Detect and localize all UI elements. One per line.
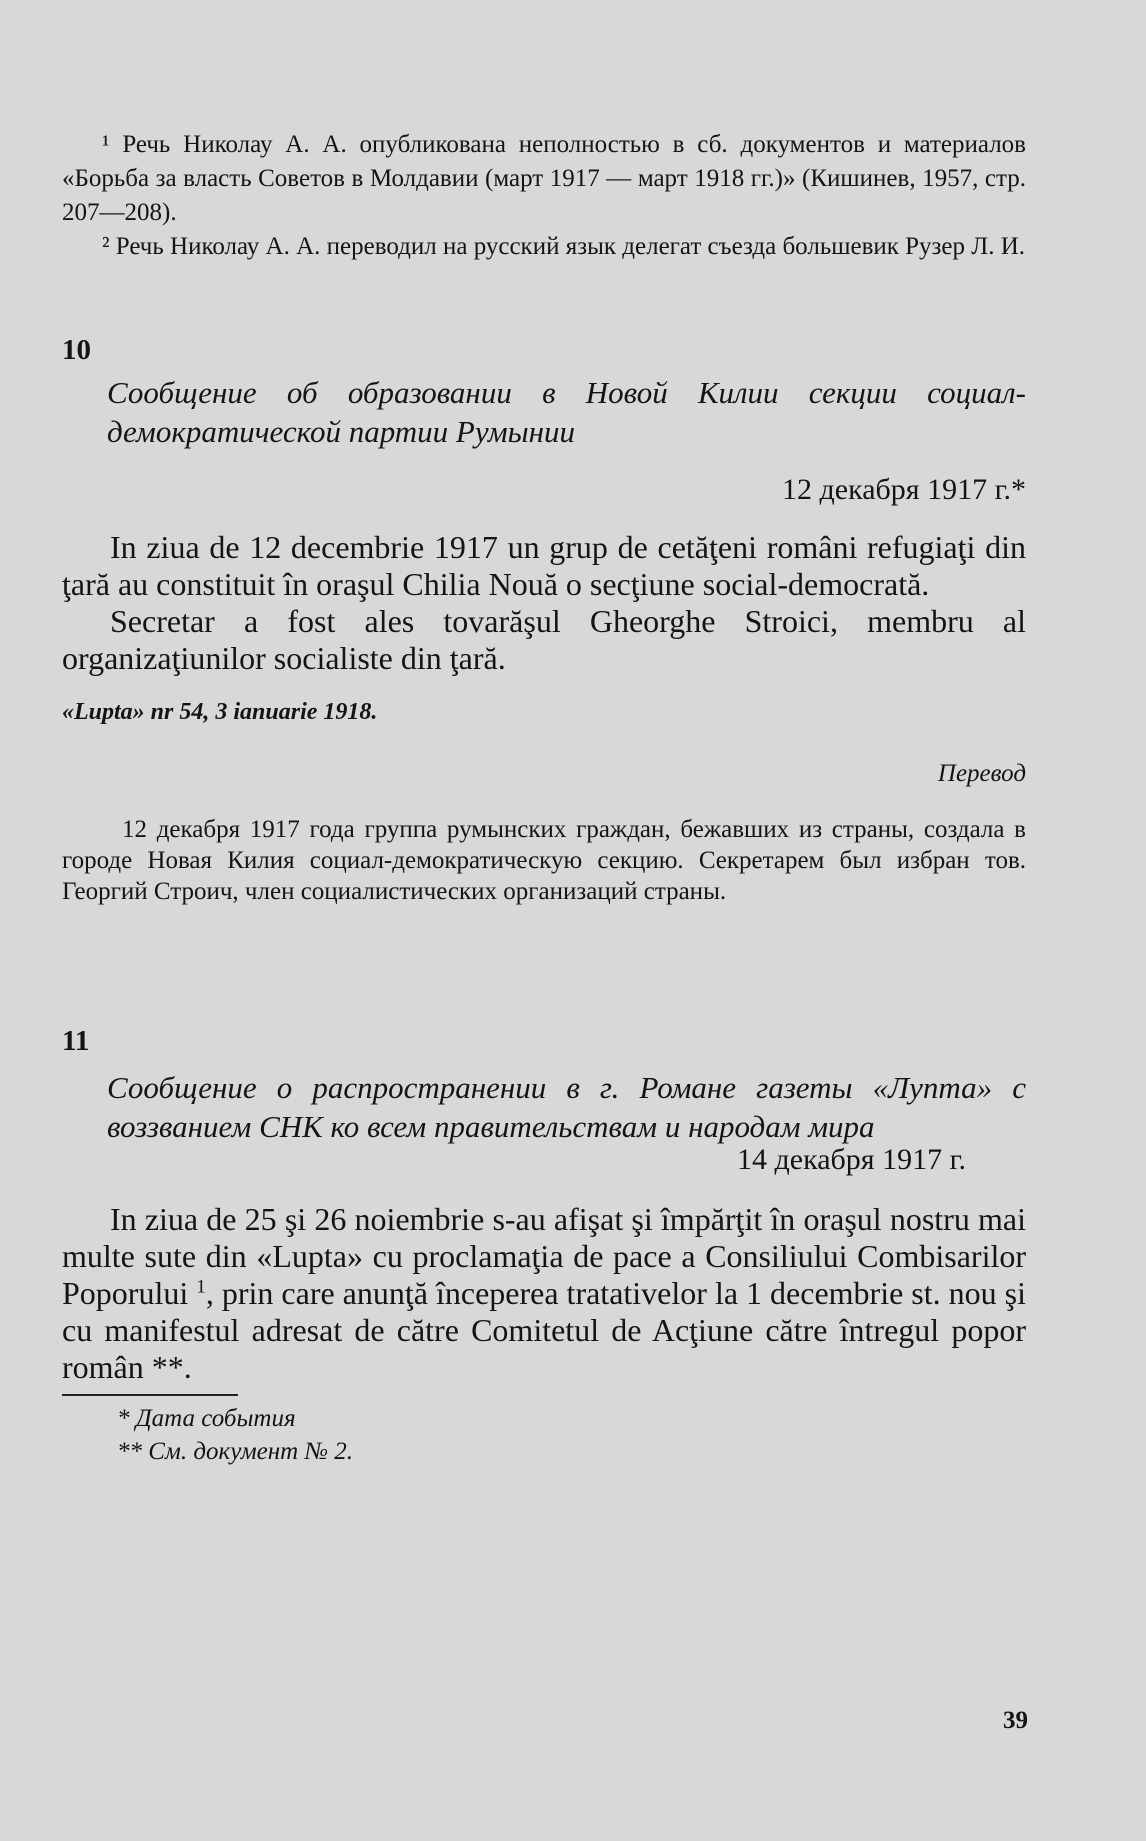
footnote-date: * Дата события [117, 1405, 296, 1432]
footnote-2: ² Речь Николау А. А. переводил на русский язык делегат съезда большевик Рузер Л. И. [102, 233, 1026, 260]
document-date-10: 12 декабря 1917 г.* [782, 473, 1026, 506]
translation-label: Перевод [937, 760, 1026, 787]
footnote-reference: ** См. документ № 2. [117, 1438, 354, 1465]
document-number-10: 10 [62, 334, 91, 366]
romanian-paragraph: Secretar a fost ales tovarăşul Gheorghe Stroici, membru al organizaţiunilor socialiste din ţară. [62, 603, 1026, 676]
paragraph-text: , prin care anunţă începerea tratativelor la 1 decembrie st. nou şi cu manifestul adresat de către Comitetul de Acţiune către întregul popor român **. [62, 1275, 1027, 1385]
document-number-11: 11 [62, 1025, 90, 1057]
top-footnotes [62, 128, 1026, 264]
page-number: 39 [1003, 1707, 1028, 1734]
document-title-10: Сообщение об образовании в Новой Килии секции социал-демократической партии Румынии [107, 375, 1026, 449]
document-title-11: Сообщение о распространении в г. Романе газеты «Лупта» с воззванием СНК ко всем правительствам и народам мира [107, 1070, 1026, 1144]
footnote-divider [62, 1394, 238, 1396]
footnote-marker: 1 [196, 1276, 206, 1298]
romanian-paragraph-11 [62, 1201, 1026, 1386]
source-citation: «Lupta» nr 54, 3 ianuarie 1918. [62, 699, 378, 725]
footnote-1: ¹ Речь Николау А. А. опубликована неполностью в сб. документов и материалов «Борьба за власть Советов в Молдавии (март 1917 — март 1918 гг.)» (Кишинев, 1957, стр. 207—208). [62, 131, 1026, 226]
bottom-footnotes [117, 1402, 1026, 1468]
paragraph-text: In ziua de 25 şi 26 noiembrie s-au afişat şi împărţit în oraşul nostru mai multe sute din «Lupta» cu proclamaţia de pace a Consiliului Combisarilor Poporului [62, 1201, 1026, 1311]
translation-text: 12 декабря 1917 года группа румынских граждан, бежавших из страны, создала в городе Новая Килия социал-демократическую секцию. Секретарем был избран тов. Георгий Строич, член социалистических организаций страны. [62, 816, 1026, 905]
romanian-text-10 [62, 529, 1026, 677]
romanian-paragraph: In ziua de 12 decembrie 1917 un grup de cetăţeni români refugiaţi din ţară au constituit în oraşul Chilia Nouă o secţiune social-democrată. [62, 529, 1026, 602]
document-date-11: 14 декабря 1917 г. [737, 1143, 966, 1176]
